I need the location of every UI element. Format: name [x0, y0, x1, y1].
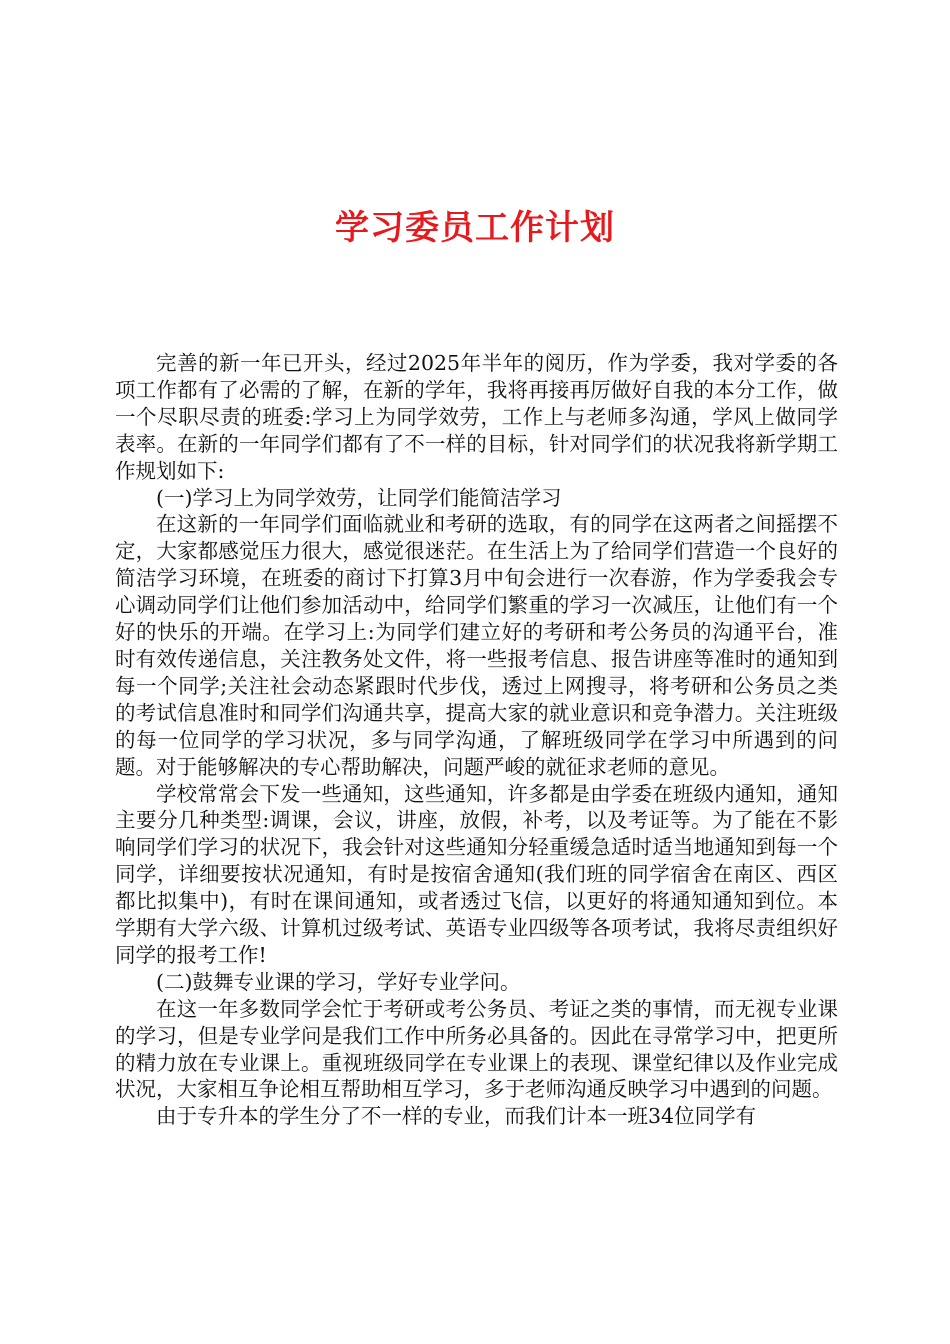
section-heading-1: (一)学习上为同学效劳，让同学们能简洁学习 [156, 485, 562, 510]
document-body [115, 350, 838, 1130]
paragraph-notifications: 学校常常会下发一些通知，这些通知，许多都是由学委在班级内通知，通知主要分几种类型:调课，会议，讲座，放假，补考，以及考证等。为了能在不影响同学们学习的状况下，我会针对这些通知分轻重缓急适时适当地通知到每一个同学，详细要按状况通知，有时是按宿舍通知(我们班的同学宿舍在南区、西区都比拟集中)，有时在课间通知，或者透过飞信，以更好的将通知通知到位。本学期有大学六级、计算机过级考试、英语专业四级等各项考试，我将尽责组织好同学的报考工作! [115, 781, 838, 967]
section-heading-2: (二)鼓舞专业课的学习，学好专业学问。 [156, 969, 521, 994]
paragraph-intro: 完善的新一年已开头，经过2025年半年的阅历，作为学委，我对学委的各项工作都有了必需的了解，在新的学年，我将再接再厉做好自我的本分工作，做一个尽职尽责的班委:学习上为同学效劳，工作上与老师多沟通，学风上做同学表率。在新的一年同学们都有了不一样的目标，针对同学们的状况我将新学期工作规划如下: [115, 351, 838, 483]
paragraph-major-courses: 在这一年多数同学会忙于考研或考公务员、考证之类的事情，而无视专业课的学习，但是专业学问是我们工作中所务必具备的。因此在寻常学习中，把更所的精力放在专业课上。重视班级同学在专业课上的表现、课堂纪律以及作业完成状况，大家相互争论相互帮助相互学习，多于老师沟通反映学习中遇到的问题。 [115, 996, 838, 1102]
paragraph-continuation: 由于专升本的学生分了不一样的专业，而我们计本一班34位同学有 [156, 1104, 757, 1129]
paragraph-study-service: 在这新的一年同学们面临就业和考研的选取，有的同学在这两者之间摇摆不定，大家都感觉压力很大，感觉很迷茫。在生活上为了给同学们营造一个良好的简洁学习环境，在班委的商讨下打算3月中旬会进行一次春游，作为学委我会专心调动同学们让他们参加活动中，给同学们繁重的学习一次减压，让他们有一个好的快乐的开端。在学习上:为同学们建立好的考研和考公务员的沟通平台，准时有效传递信息，关注教务处文件，将一些报考信息、报告讲座等准时的通知到每一个同学;关注社会动态紧跟时代步伐，透过上网搜寻，将考研和公务员之类的考试信息准时和同学们沟通共享，提高大家的就业意识和竞争潜力。关注班级的每一位同学的学习状况，多与同学沟通，了解班级同学在学习中所遇到的问题。对于能够解决的专心帮助解决，问题严峻的就征求老师的意见。 [115, 512, 838, 779]
document-title: 学习委员工作计划 [335, 208, 615, 248]
